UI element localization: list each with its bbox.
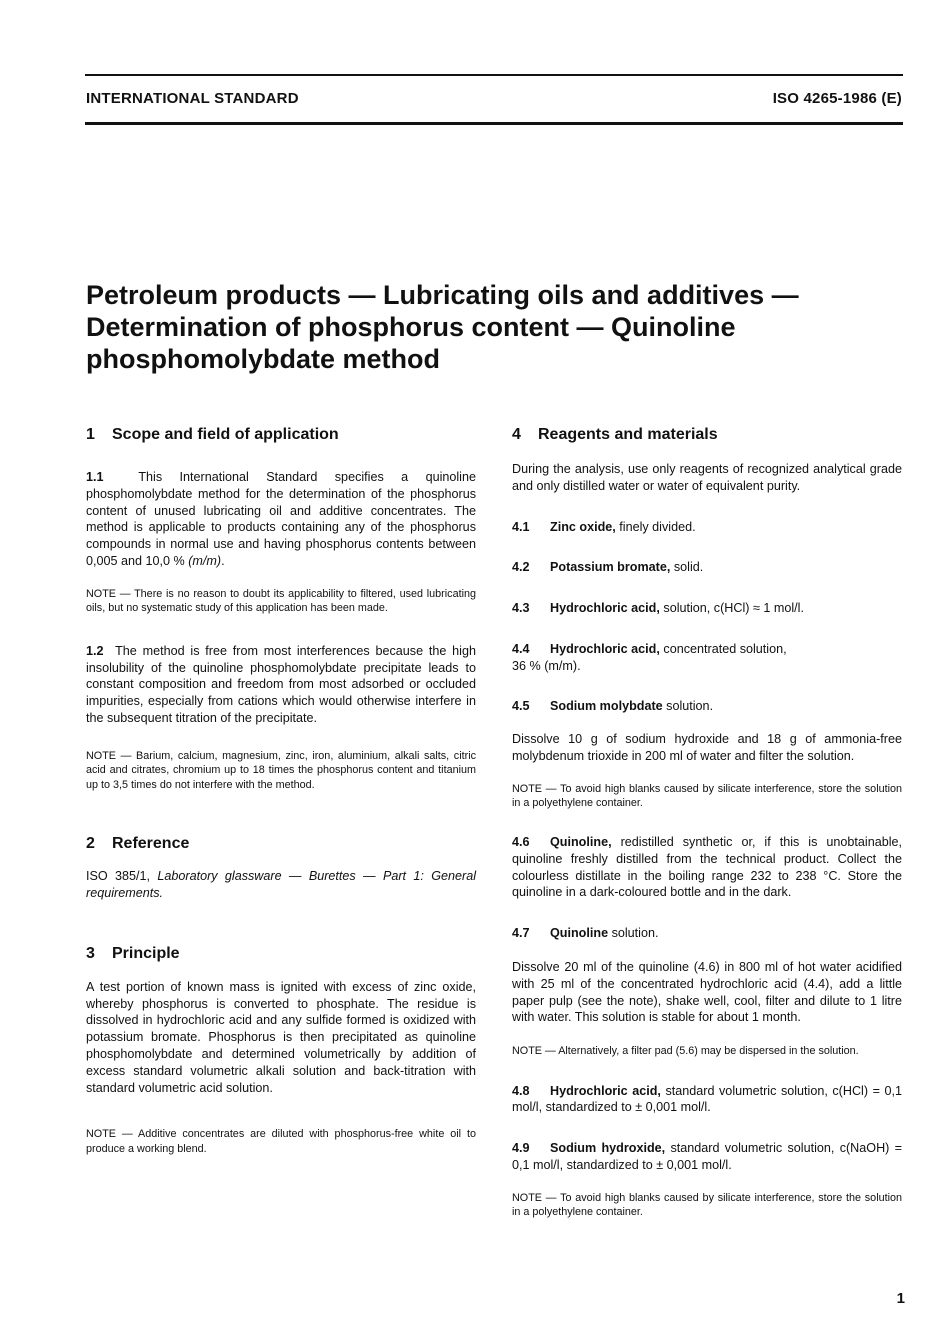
reagent-4-4: 4.4 Hydrochloric acid, concentrated solution, 36 % (m/m). [512, 641, 787, 673]
clause-1-2: 1.2 The method is free from most interferences because the high insolubility of the quinoline phosphomolybdate precipitate leads to constant composition and freedom from most adsorbed or occluded impurities, especially from cations which would otherwise interfere in the subsequent titration of the precipitate. [86, 643, 476, 725]
section-1-heading: 1 Scope and field of application [86, 426, 339, 443]
right-column [512, 425, 902, 1220]
note-4-7: NOTE — Alternatively, a filter pad (5.6) may be dispersed in the solution. [512, 1045, 859, 1058]
reference-entry: ISO 385/1, Laboratory glassware — Burettes — Part 1: General requirements. [86, 869, 476, 901]
title-line-2: Determination of phosphorus content — Quinoline [86, 312, 736, 342]
header-document-number: ISO 4265-1986 (E) [772, 90, 902, 107]
note-4-5: NOTE — To avoid high blanks caused by silicate interference, store the solution in a polyethylene container. [512, 782, 902, 810]
reagent-4-7-text: Dissolve 20 ml of the quinoline (4.6) in 800 ml of hot water acidified with 25 ml of the concentrated hydrochloric acid (4.4), add a little paper pulp (see the note), shake well, cool, filter and dilute to 1 litre with water. This solution is stable for about 1 month. [512, 959, 902, 1025]
title-line-1: Petroleum products — Lubricating oils and additives — [86, 280, 799, 310]
left-column [86, 425, 476, 1156]
reagent-4-7: 4.7 Quinoline solution. [512, 926, 659, 941]
header-top-rule [85, 74, 903, 76]
reagent-4-1: 4.1 Zinc oxide, finely divided. [512, 519, 696, 534]
reagent-4-5-text: Dissolve 10 g of sodium hydroxide and 18 g of ammonia-free molybdenum trioxide in 200 ml of water and filter the solution. [512, 732, 902, 764]
document-title [86, 279, 906, 375]
page-number: 1 [896, 1290, 905, 1307]
reagent-4-5: 4.5 Sodium molybdate solution. [512, 698, 714, 713]
reagent-4-8: 4.8 Hydrochloric acid, standard volumetric solution, c(HCl) = 0,1 mol/l, standardized to ± 0,001 mol/l. [512, 1083, 902, 1115]
principle-text: A test portion of known mass is ignited with excess of zinc oxide, whereby phosphorus is converted to phosphate. The residue is dissolved in hydrochloric acid and any sulfide formed is oxidized with potassium bromate. Phosphorus is then precipitated as quinoline phosphomolybdate and determined volumetrically by addition of excess standard volumetric alkali solution and back-titration with standard volumetric acid solution. [86, 979, 476, 1095]
note-1: NOTE — There is no reason to doubt its applicability to filtered, used lubricating oils, but no systematic study of this application has been made. [86, 587, 476, 615]
reagents-intro: During the analysis, use only reagents of recognized analytical grade and only distilled water or water of equivalent purity. [512, 462, 902, 493]
reagent-4-6: 4.6 Quinoline, redistilled synthetic or, if this is unobtainable, quinoline freshly distilled from the technical product. Collect the colourless distillate in the boiling range 232 to 238 °C. Store the quinoline in a dark-coloured bottle and in the dark. [512, 834, 903, 900]
header-bottom-rule [85, 122, 903, 125]
section-2-heading: 2 Reference [86, 835, 190, 853]
note-4-9: NOTE — To avoid high blanks caused by silicate interference, store the solution in a polyethylene container. [512, 1191, 902, 1219]
section-4-heading: 4 Reagents and materials [512, 426, 718, 443]
note-2: NOTE — Barium, calcium, magnesium, zinc, iron, aluminium, alkali salts, citric acid and citrates, chromium up to 18 times the phosphorus content and titanium up to 3,5 times do not interfere with the method. [86, 749, 476, 791]
reagent-4-9: 4.9 Sodium hydroxide, standard volumetric solution, c(NaOH) = 0,1 mol/l, standardized to ± 0,001 mol/l. [512, 1141, 903, 1173]
reagent-4-2: 4.2 Potassium bromate, solid. [512, 560, 704, 575]
reagent-4-3: 4.3 Hydrochloric acid, solution, c(HCl) ≈ 1 mol/l. [512, 601, 804, 616]
header-standard-label: INTERNATIONAL STANDARD [86, 90, 299, 107]
title-line-3: phosphomolybdate method [86, 344, 440, 374]
clause-1-1: 1.1 This International Standard specifies a quinoline phosphomolybdate method for the determination of the phosphorus content of unused lubricating oil and additive concentrates. The method is applicable to products containing any of the phosphorus compounds in normal use and having phosphorus contents between 0,005 and 10,0 % (m/m). [86, 470, 476, 568]
section-3-heading: 3 Principle [86, 944, 180, 962]
note-3: NOTE — Additive concentrates are diluted with phosphorus-free white oil to produce a working blend. [86, 1128, 476, 1155]
